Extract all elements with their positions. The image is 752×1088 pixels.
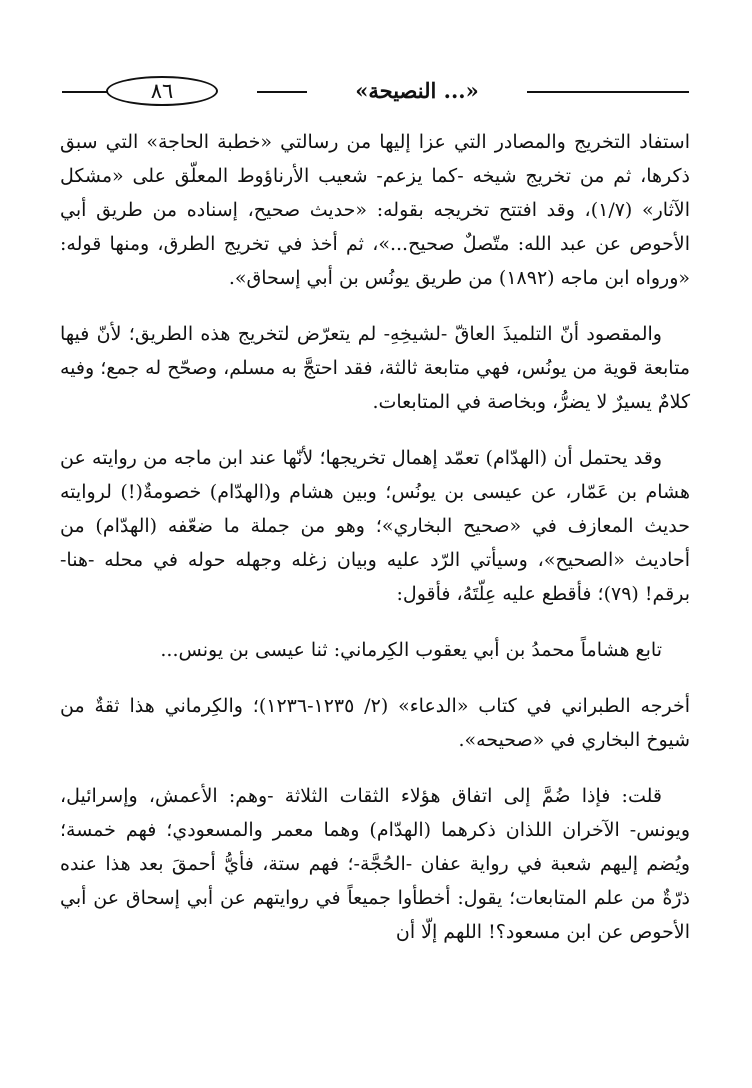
body-text <box>60 125 690 971</box>
paragraph: استفاد التخريج والمصادر التي عزا إليها من رسالتي «خطبة الحاجة» التي سبق ذكرها، ثم من تخريج شيخه -كما يزعم- شعيب الأرناؤوط المعلّق على «مشكل الآثار» (١/٧)، وقد افتتح تخريجه بقوله: «حديث صحيح، إسناده من طريق أبي الأحوص عن عبد الله: متّصلٌ صحيح...»، ثم أخذ في تخريج الطرق، ومنها قوله: «ورواه ابن ماجه (١٨٩٢) من طريق يونُس بن أبي إسحاق». <box>60 131 690 289</box>
page-header <box>62 76 690 108</box>
paragraph: قلت: فإذا ضُمَّ إلى اتفاق هؤلاء الثقات الثلاثة -وهم: الأعمش، وإسرائيل، ويونس- الآخران اللذان ذكرهما (الهدّام) وهما معمر والمسعودي؛ فهم خمسة؛ ويُضم إليهم شعبة في رواية عفان -الحُجَّة-؛ فهم ستة، فأيُّ أحمقَ بعد هذا عنده ذرّةٌ من علم المتابعات؛ يقول: أخطأوا جميعاً في روايتهم عن أبي إسحاق عن أبي الأحوص عن ابن مسعود؟! اللهم إلّا أن <box>60 785 690 943</box>
page-number: ٨٦ <box>106 76 218 106</box>
paragraph: تابع هشاماً محمدُ بن أبي يعقوب الكِرماني: ثنا عيسى بن يونس... <box>160 639 662 661</box>
running-title: «النصيحة ...» <box>307 76 527 106</box>
paragraph: أخرجه الطبراني في كتاب «الدعاء» (٢/ ١٢٣٥-١٢٣٦)؛ والكِرماني هذا ثقةٌ من شيوخ البخاري في «صحيحه». <box>60 695 690 751</box>
paragraph: والمقصود أنّ التلميذَ العاقّ -لشيخِهِ- لم يتعرّض لتخريج هذه الطريق؛ لأنّ فيها متابعة قوية من يونُس، فهي متابعة ثالثة، فقد احتجَّ به مسلم، وصحّح له جمع؛ وفيه كلامٌ يسيرٌ لا يضرُّ، وبخاصة في المتابعات. <box>60 323 690 413</box>
paragraph: وقد يحتمل أن (الهدّام) تعمّد إهمال تخريجها؛ لأنّها عند ابن ماجه من روايته عن هشام بن عَمّار، عن عيسى بن يونُس؛ وبين هشام و(الهدّام) خصومةٌ(!) لروايته حديث المعازف في «صحيح البخاري»؛ وهو من جملة ما ضعّفه (الهدّام) من أحاديث «الصحيح»، وسيأتي الرّد عليه وبيان زغله وجهله حوله في محله -هنا- برقم! (٧٩)؛ فأقطع عليه عِلّتَهُ، فأقول: <box>60 447 690 605</box>
